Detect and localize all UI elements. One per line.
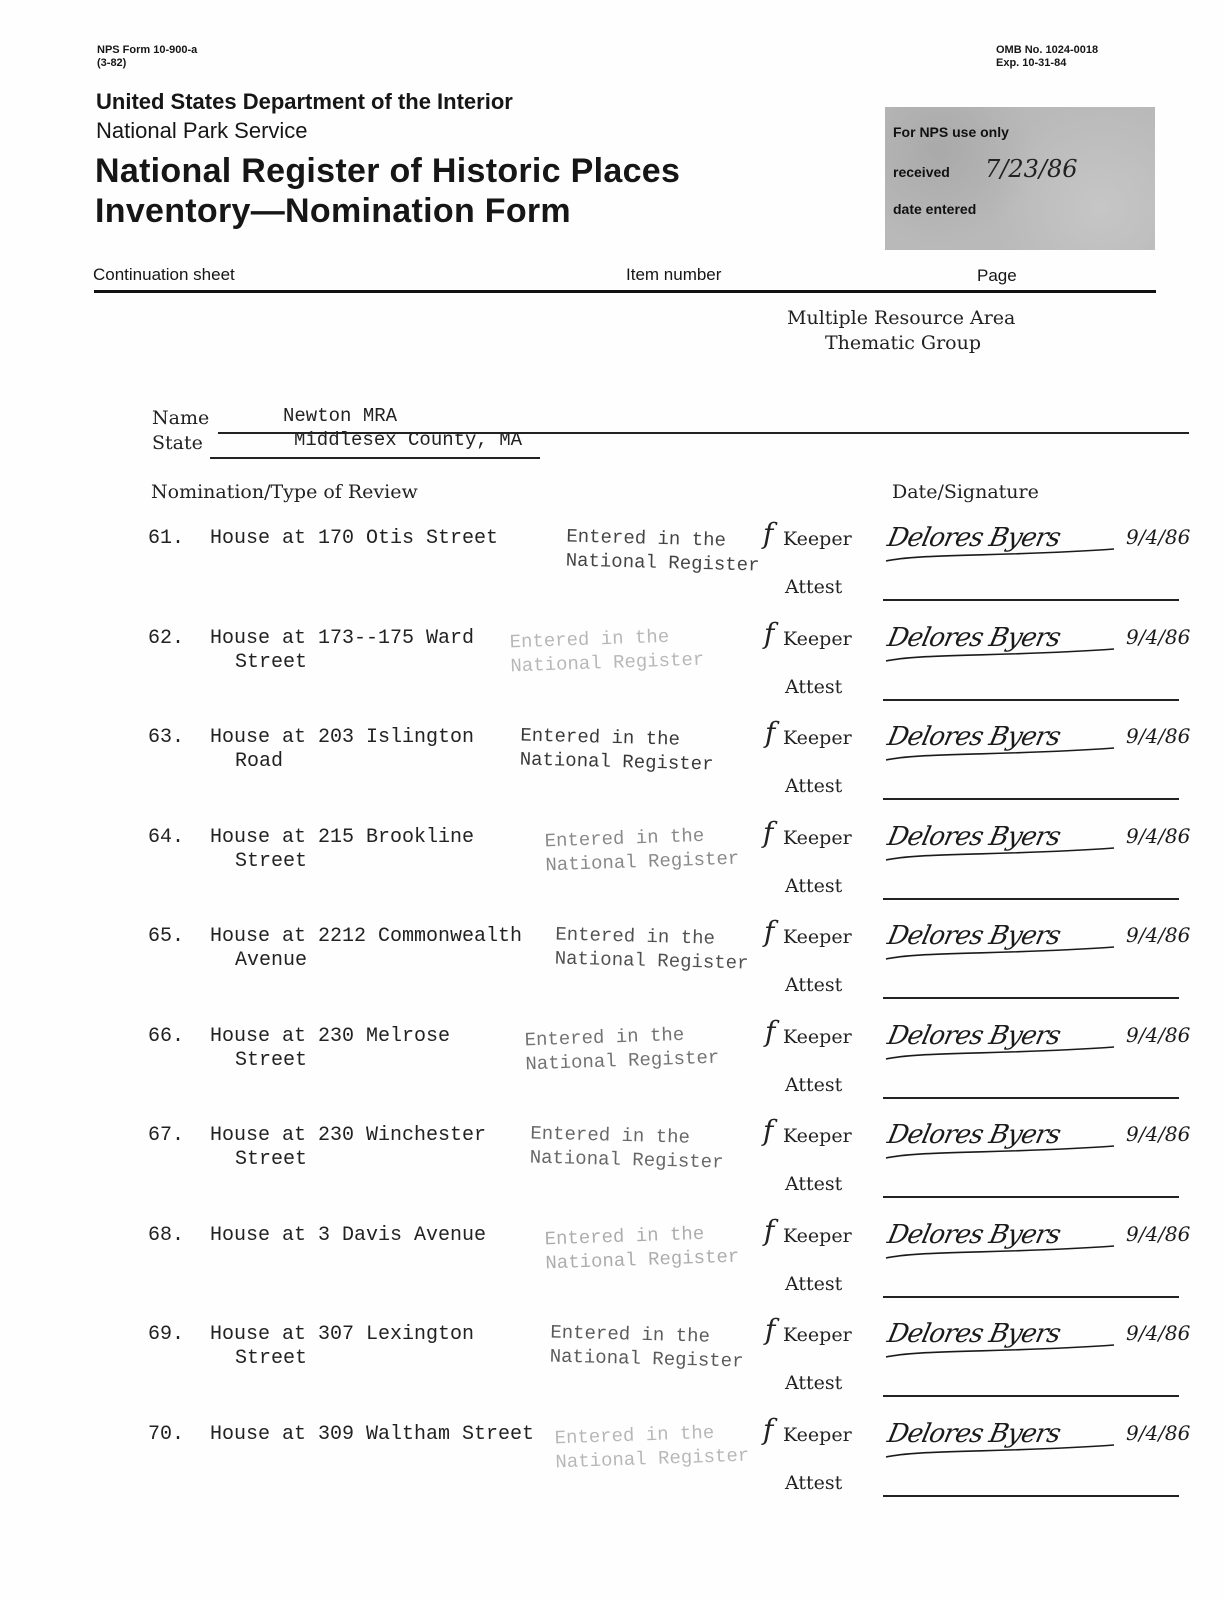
page-label: Page xyxy=(977,266,1017,285)
for-mark: f xyxy=(763,517,774,550)
entry-number: 62. xyxy=(148,627,185,650)
entry-property: House at 203 Islington xyxy=(210,726,475,749)
for-mark: f xyxy=(765,1313,776,1346)
stamp-line2: National Register xyxy=(519,748,714,776)
entered-register-stamp xyxy=(544,1221,739,1276)
stamp-line2: National Register xyxy=(554,947,749,975)
keeper-label: Keeper xyxy=(783,727,852,749)
stamp-line1: Entered in the xyxy=(550,1321,711,1348)
entry-property-cont: Street xyxy=(235,651,308,674)
stamp-line2: National Register xyxy=(510,648,705,678)
for-mark: f xyxy=(763,816,774,849)
nps-use-heading: For NPS use only xyxy=(893,124,1009,140)
entry-property: House at 2212 Commonwealth xyxy=(210,925,523,948)
signature-flourish xyxy=(884,945,1124,965)
entry-property: House at 215 Brookline xyxy=(210,826,475,849)
signature-date: 9/4/86 xyxy=(1126,1321,1191,1345)
attest-signature-line xyxy=(883,699,1179,701)
attest-signature-line xyxy=(883,1296,1179,1298)
signature-date: 9/4/86 xyxy=(1126,724,1191,748)
item-number-label: Item number xyxy=(626,265,722,284)
entry-property-cont: Avenue xyxy=(235,949,308,972)
attest-signature-line xyxy=(883,798,1179,800)
entered-register-stamp xyxy=(544,823,739,878)
signature-date: 9/4/86 xyxy=(1126,1122,1191,1146)
date-entered-label: date entered xyxy=(893,201,977,217)
entry-property: House at 3 Davis Avenue xyxy=(210,1224,487,1247)
signature-flourish xyxy=(884,746,1124,766)
entered-register-stamp xyxy=(565,524,760,577)
signature-date: 9/4/86 xyxy=(1126,1421,1191,1445)
signature-flourish xyxy=(884,1144,1124,1164)
signature-date: 9/4/86 xyxy=(1126,1023,1191,1047)
entry-property-cont: Street xyxy=(235,1049,308,1072)
signature-date: 9/4/86 xyxy=(1126,824,1191,848)
service-name: National Park Service xyxy=(96,118,308,143)
keeper-label: Keeper xyxy=(783,926,852,948)
stamp-line1: Entered in the xyxy=(555,923,716,950)
keeper-label: Keeper xyxy=(783,1424,852,1446)
stamp-line1: Entered in the xyxy=(544,824,705,853)
attest-label: Attest xyxy=(785,775,843,797)
received-date: 7/23/86 xyxy=(985,155,1078,183)
keeper-label: Keeper xyxy=(783,1125,852,1147)
stamp-line2: National Register xyxy=(525,1046,720,1076)
form-id: NPS Form 10-900-a xyxy=(97,44,198,56)
signature-flourish xyxy=(884,1244,1124,1264)
form-revision: (3-82) xyxy=(97,57,127,69)
name-label: Name xyxy=(152,407,210,429)
keeper-label: Keeper xyxy=(783,827,852,849)
for-mark: f xyxy=(765,1015,776,1048)
stamp-line2: National Register xyxy=(565,549,760,577)
entry-number: 65. xyxy=(148,925,185,948)
entry-number: 66. xyxy=(148,1025,185,1048)
expiration: Exp. 10-31-84 xyxy=(996,57,1067,69)
signature-flourish xyxy=(884,1443,1124,1463)
nps-use-only-box xyxy=(885,107,1155,250)
date-signature-column-header: Date/Signature xyxy=(892,481,1039,503)
for-mark: f xyxy=(764,617,775,650)
area-line1: Multiple Resource Area xyxy=(787,307,1016,329)
entry-property: House at 230 Winchester xyxy=(210,1124,487,1147)
attest-signature-line xyxy=(883,898,1179,900)
signature-flourish xyxy=(884,846,1124,866)
entered-register-stamp xyxy=(529,1121,724,1174)
keeper-label: Keeper xyxy=(783,1324,852,1346)
stamp-line1: Entered in the xyxy=(554,1421,715,1450)
signature-date: 9/4/86 xyxy=(1126,625,1191,649)
attest-signature-line xyxy=(883,1395,1179,1397)
keeper-signature: Delores Byers xyxy=(884,1021,1063,1051)
signature-date: 9/4/86 xyxy=(1126,923,1191,947)
stamp-line2: National Register xyxy=(545,847,740,877)
signature-flourish xyxy=(884,647,1124,667)
attest-signature-line xyxy=(883,997,1179,999)
entry-property-cont: Street xyxy=(235,1148,308,1171)
attest-label: Attest xyxy=(785,1273,843,1295)
state-underline xyxy=(210,457,540,459)
entry-number: 64. xyxy=(148,826,185,849)
state-value: Middlesex County, MA xyxy=(294,429,523,451)
entry-property-cont: Street xyxy=(235,1347,308,1370)
entry-number: 61. xyxy=(148,527,185,550)
keeper-signature: Delores Byers xyxy=(884,1319,1063,1349)
for-mark: f xyxy=(764,915,775,948)
review-column-header: Nomination/Type of Review xyxy=(151,481,418,503)
stamp-line2: National Register xyxy=(555,1444,750,1474)
stamp-line1: Entered in the xyxy=(566,525,727,552)
signature-date: 9/4/86 xyxy=(1126,1222,1191,1246)
keeper-signature: Delores Byers xyxy=(884,623,1063,653)
attest-label: Attest xyxy=(785,1372,843,1394)
entered-register-stamp xyxy=(549,1320,744,1373)
attest-label: Attest xyxy=(785,1173,843,1195)
entered-register-stamp xyxy=(524,1022,719,1077)
attest-label: Attest xyxy=(785,875,843,897)
keeper-label: Keeper xyxy=(783,628,852,650)
entered-register-stamp xyxy=(554,1420,749,1475)
state-label: State xyxy=(152,432,203,454)
form-title-line2: Inventory—Nomination Form xyxy=(95,192,571,230)
entry-property: House at 170 Otis Street xyxy=(210,527,499,550)
keeper-signature: Delores Byers xyxy=(884,1220,1063,1250)
stamp-line1: Entered in the xyxy=(524,1023,685,1052)
attest-signature-line xyxy=(883,599,1179,601)
keeper-signature: Delores Byers xyxy=(884,822,1063,852)
header-rule xyxy=(94,290,1156,293)
keeper-label: Keeper xyxy=(783,528,852,550)
stamp-line1: Entered in the xyxy=(530,1122,691,1149)
stamp-line1: Entered in the xyxy=(520,724,681,751)
entry-number: 69. xyxy=(148,1323,185,1346)
entry-property-cont: Road xyxy=(235,750,284,773)
entry-property-cont: Street xyxy=(235,850,308,873)
attest-label: Attest xyxy=(785,1074,843,1096)
continuation-sheet-label: Continuation sheet xyxy=(93,265,235,284)
keeper-signature: Delores Byers xyxy=(884,1419,1063,1449)
stamp-line1: Entered in the xyxy=(509,625,670,654)
keeper-signature: Delores Byers xyxy=(884,523,1063,553)
department-name: United States Department of the Interior xyxy=(96,89,513,114)
entry-property: House at 230 Melrose xyxy=(210,1025,451,1048)
stamp-line2: National Register xyxy=(549,1345,744,1373)
keeper-signature: Delores Byers xyxy=(884,1120,1063,1150)
entry-property: House at 309 Waltham Street xyxy=(210,1423,535,1446)
name-value: Newton MRA xyxy=(283,405,398,427)
stamp-line2: National Register xyxy=(545,1245,740,1275)
entered-register-stamp xyxy=(554,922,749,975)
attest-label: Attest xyxy=(785,576,843,598)
keeper-signature: Delores Byers xyxy=(884,722,1063,752)
entry-number: 70. xyxy=(148,1423,185,1446)
stamp-line1: Entered in the xyxy=(544,1222,705,1251)
attest-signature-line xyxy=(883,1495,1179,1497)
keeper-label: Keeper xyxy=(783,1026,852,1048)
area-line2: Thematic Group xyxy=(825,332,981,354)
entry-property: House at 307 Lexington xyxy=(210,1323,475,1346)
signature-date: 9/4/86 xyxy=(1126,525,1191,549)
for-mark: f xyxy=(763,1114,774,1147)
attest-signature-line xyxy=(883,1097,1179,1099)
entry-number: 67. xyxy=(148,1124,185,1147)
for-mark: f xyxy=(765,716,776,749)
stamp-line2: National Register xyxy=(529,1146,724,1174)
entered-register-stamp xyxy=(509,624,704,679)
omb-number: OMB No. 1024-0018 xyxy=(996,44,1099,56)
entry-number: 63. xyxy=(148,726,185,749)
attest-label: Attest xyxy=(785,974,843,996)
for-mark: f xyxy=(764,1214,775,1247)
signature-flourish xyxy=(884,547,1124,567)
signature-flourish xyxy=(884,1343,1124,1363)
received-label: received xyxy=(893,164,950,180)
attest-label: Attest xyxy=(785,676,843,698)
keeper-signature: Delores Byers xyxy=(884,921,1063,951)
entry-property: House at 173--175 Ward xyxy=(210,627,475,650)
form-title-line1: National Register of Historic Places xyxy=(95,152,681,190)
for-mark: f xyxy=(763,1413,774,1446)
signature-flourish xyxy=(884,1045,1124,1065)
attest-label: Attest xyxy=(785,1472,843,1494)
keeper-label: Keeper xyxy=(783,1225,852,1247)
entry-number: 68. xyxy=(148,1224,185,1247)
attest-signature-line xyxy=(883,1196,1179,1198)
entered-register-stamp xyxy=(519,723,714,776)
